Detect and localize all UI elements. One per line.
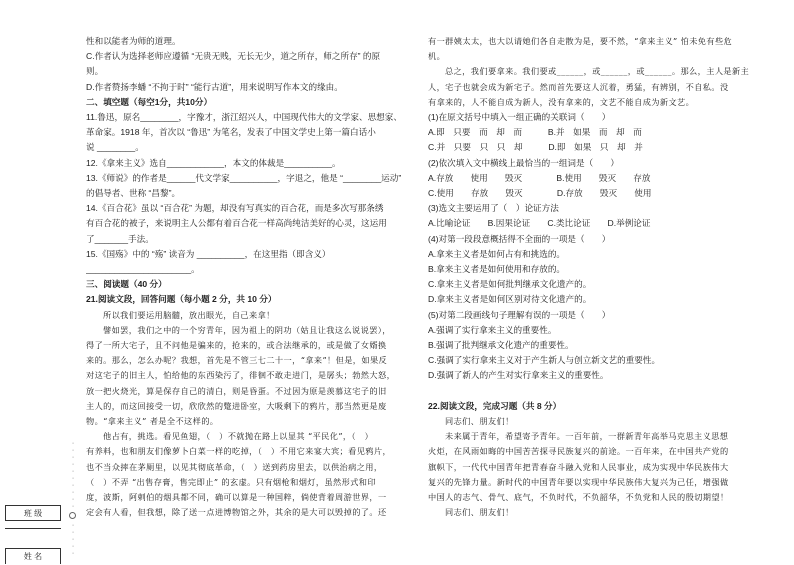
text-line: C.拿来主义者是如何批判继承文化遗产的。 [428,279,592,290]
text-line: （ ）不弄 “出售存膏，售完即止” 的玄虚。只有烟枪和烟灯，虽然形式和印 [86,476,376,487]
text-line: 所以我们要运用脑髓，放出眼光，自己来拿！ [103,309,275,320]
text-line: A.即 只要 而 却 而 B.并 如果 而 却 而 [428,127,642,138]
text-line: 同志们、朋友们！ [445,416,514,427]
text-line: 有拿来的，人不能自成为新人，没有拿来的，文艺不能自成为新文艺。 [428,96,695,107]
text-line: 未来属于青年，希望寄予青年。一百年前，一群新青年高举马克思主义思想 [445,431,729,442]
text-line: D.拿来主义者是如何区别对待文化遗产的。 [428,294,592,305]
section-heading: 22.阅读文段，完成习题（共 8 分） [428,400,562,411]
text-line: 14.《百合花》虽以 “百合花” 为题，却没有写真实的百合花，而是多次写那条绣 [86,203,384,214]
text-line: 复兴的先锋力量。新时代的中国青年要以实现中华民族伟大复兴为己任，增强做 [428,476,729,487]
text-line: 的倡导者、世称 “昌黎”。 [86,188,181,199]
text-line [428,384,758,399]
text-line: 11.鲁迅，原名________，字豫才，浙江绍兴人，中国现代伟大的文学家、思想家、 [86,112,402,123]
text-line: 13.《师说》的作者是______代文学家__________，字退之，他是 “________运动” [86,172,402,183]
text-line: ______________________。 [86,264,200,275]
text-line: C.强调了实行拿来主义对于产生新人与创立新文艺的重要性。 [428,355,661,366]
text-line: C.使用 存放 毁灭 D.存放 毁灭 使用 [428,188,652,199]
section-heading: 三、阅读题（40 分） [86,279,167,290]
text-line: 度，波斯，阿剌伯的烟具都不同，确可以算是一种国粹，倘使背着周游世界，一 [86,492,387,503]
text-line: 主人的，而这回接受一切，欣欣然的蹩进卧室，大吸剩下的鸦片，那当然更是废 [86,400,387,411]
text-line: 总之，我们要拿来。我们要或______，或______，或______。那么，主人是新主 [445,66,750,77]
text-line: 革命家。1918 年，首次以 “鲁迅” 为笔名，发表了中国文学史上第一篇白话小 [86,127,376,138]
section-heading: 二、填空题（每空1分，共10分） [86,96,213,107]
text-line: A.存放 使用 毁灭 B.使用 毁灭 存放 [428,172,651,183]
text-line: 人，宅子也就会成为新宅子。然而首先要这人沉着，勇猛，有辨别，不自私。没 [428,81,729,92]
binding-dots: · · · · · · · · · · [71,440,75,510]
text-line: 12.《拿来主义》选自____________，本文的体裁是__________。 [86,157,341,168]
text-line: (2)依次填入文中横线上最恰当的一组词是（ ） [428,157,619,168]
text-line: 他占有，挑选。看见鱼翅，（ ）不就抛在路上以显其 “平民化”，（ ） [103,431,374,442]
text-line: 得了一所大宅子，且不问他是骗来的，抢来的，或合法继承的，或是做了女婿换 [86,340,387,351]
text-line: B.强调了批判继承文化遗产的重要性。 [428,340,574,351]
text-line: (3)选文主要运用了（ ）论证方法 [428,203,559,214]
binding-dots: · · · · · [71,522,75,557]
text-line: A.拿来主义者是如何占有和挑选的。 [428,248,566,259]
text-line: C.作者认为选择老师应遵循 “无贵无贱，无长无少，道之所存，师之所存” 的原 [86,51,381,62]
text-line: 性和以能者为师的道理。 [86,36,181,46]
text-line: 放一把火烧光，算是保存自己的清白，则是昏蛋。不过因为原是羡慕这宅子的旧 [86,385,387,396]
text-line: 同志们、朋友们！ [445,507,514,518]
text-line: 有百合花的被子，来说明主人公都有着百合花一样高尚纯洁美好的心灵，这运用 [86,218,387,229]
class-field-line [5,528,61,529]
text-line: (1)在原文括号中填入一组正确的关联词（ ） [428,112,611,123]
text-line: 15.《国殇》中的 “殇” 读音为 __________，在这里指（即含义） [86,248,331,259]
text-line: 火炬，在风雨如晦的中国苦苦探寻民族复兴的前途。一百年来，在中国共产党的 [428,446,729,457]
text-line: (4)对第一段段意概括得不全面的一项是（ ） [428,233,611,244]
text-line: C.并 只要 只 只 却 D.即 如果 只 却 并 [428,142,643,153]
name-field-label: 姓 名 [5,548,61,564]
text-line: 也不当众摔在茅厕里，以见其彻底革命，（ ）送到药房里去，以供治病之用， [86,461,383,472]
text-line: 来的。那么，怎么办呢？我想，首先是不管三七二十一，“拿来”！但是，如果反 [86,355,388,366]
binding-hole-mark [69,512,76,519]
text-line: B.拿来主义者是如何使用和存放的。 [428,264,566,275]
text-line: 中国人的志气、骨气、底气，不负时代，不负韶华，不负党和人民的殷切期望！ [428,492,729,503]
text-line: A.强调了实行拿来主义的重要性。 [428,324,557,335]
text-line: 说 ________。 [86,142,144,153]
text-line: 机。 [428,51,446,62]
text-line: A.比喻论证 B.因果论证 C.类比论证 D.举例论证 [428,218,651,229]
binding-margin [0,0,82,560]
text-line: 有一群姨太太，也大以请她们各自走散为是，要不然，“拿来主义” 怕未免有些危 [428,36,733,46]
section-heading: 21.阅读文段，回答问题（每小题 2 分，共 10 分） [86,294,277,305]
text-line: (5)对第二段画线句子理解有误的一项是（ ） [428,309,611,320]
text-line: 物。“拿来主义” 者是全不这样的。 [86,416,219,427]
text-line: D.作者赞扬李蟠 “不拘于时” “能行古道”，用来说明写作本文的缘由。 [86,81,343,92]
left-column [86,34,416,521]
text-line: 了_______手法。 [86,233,154,244]
text-line: 旗帜下，一代代中国青年把青春奋斗融入党和人民事业，成为实现中华民族伟大 [428,461,729,472]
text-line: 则。 [86,66,104,77]
right-column [428,34,758,521]
text-line: 有养料，也和朋友们像萝卜白菜一样的吃掉，（ ）不用它来宴大宾；看见鸦片， [86,446,392,457]
class-field-label: 班 级 [5,505,61,521]
text-line: D.强调了新人的产生对实行拿来主义的重要性。 [428,370,609,381]
text-line: 对这宅子的旧主人，怕给他的东西染污了，徘徊不敢走进门，是孱头；勃然大怒， [86,370,396,381]
text-line: 譬如罢，我们之中的一个穷青年，因为祖上的阴功（姑且让我这么说说罢）， [103,324,391,335]
text-line: 定会有人看，但我想，除了送一点进博物馆之外，其余的是大可以毁掉的了。还 [86,507,387,518]
